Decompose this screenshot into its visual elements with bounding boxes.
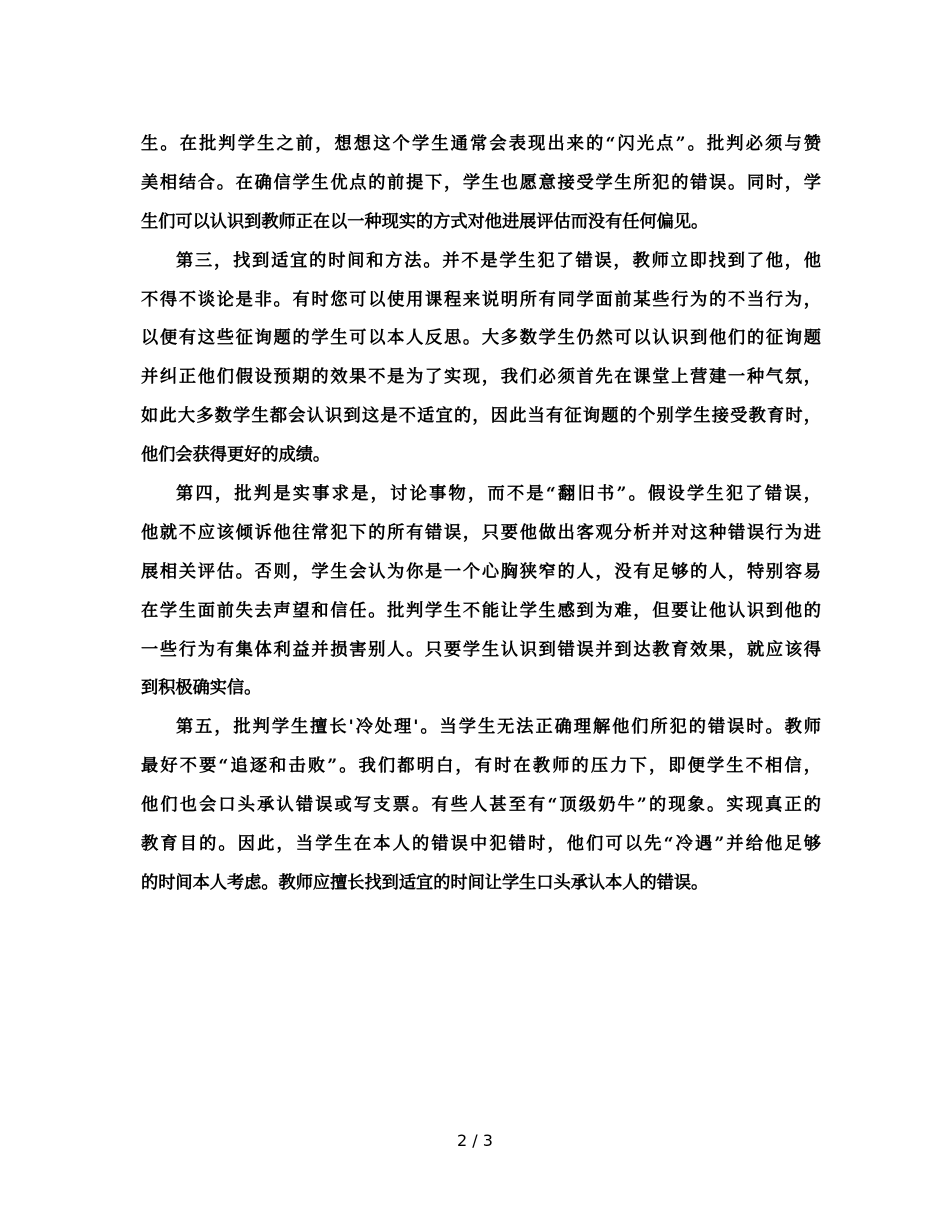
text-line: 最好不要“追逐和击败”。我们都明白，有时在教师的压力下，即便学生不相信，	[141, 756, 821, 777]
text-line: 教育目的。因此，当学生在本人的错误中犯错时，他们可以先“冷遇”并给他足够	[141, 834, 821, 855]
text-line: 他就不应该倾诉他往常犯下的所有错误，只要他做出客观分析并对这种错误行为进	[141, 522, 821, 543]
paragraph-fourth-point	[141, 475, 821, 708]
text-line: 生。在批判学生之前，想想这个学生通常会表现出来的“闪光点”。批判必须与赞	[141, 134, 821, 154]
text-line: 展相关评估。否则，学生会认为你是一个心胸狭窄的人，没有足够的人，特别容易	[141, 561, 821, 582]
text-line: 一些行为有集体利益并损害别人。只要学生认识到错误并到达教育效果，就应该得	[141, 639, 821, 660]
document-body	[141, 125, 821, 903]
page-number: 2 / 3	[457, 1131, 493, 1150]
text-line: 到积极确实信。	[141, 678, 262, 699]
text-line: 他们也会口头承认错误或写支票。有些人甚至有“顶级奶牛”的现象。实现真正的	[141, 795, 821, 816]
text-line: 并纠正他们假设预期的效果不是为了实现，我们必须首先在课堂上营建一种气氛，	[141, 367, 821, 388]
text-line: 他们会获得更好的成绩。	[141, 445, 331, 466]
text-line: 如此大多数学生都会认识到这是不适宜的，因此当有征询题的个别学生接受教育时，	[141, 406, 821, 427]
text-line: 第三，找到适宜的时间和方法。并不是学生犯了错误，教师立即找到了他，他	[176, 250, 821, 271]
text-line: 不得不谈论是非。有时您可以使用课程来说明所有同学面前某些行为的不当行为，	[141, 289, 821, 310]
text-line: 在学生面前失去声望和信任。批判学生不能让学生感到为难，但要让他认识到他的	[141, 600, 821, 621]
text-line: 以便有这些征询题的学生可以本人反思。大多数学生仍然可以认识到他们的征询题	[141, 328, 821, 349]
text-line: 第五，批判学生擅长'冷处理'。当学生无法正确理解他们所犯的错误时。教师	[176, 717, 821, 738]
paragraph-continuation	[141, 125, 821, 242]
text-line: 美相结合。在确信学生优点的前提下，学生也愿意接受学生所犯的错误。同时，学	[141, 172, 821, 193]
text-line: 生们可以认识到教师正在以一种现实的方式对他进展评估而没有任何偏见。	[141, 211, 709, 232]
paragraph-fifth-point	[141, 708, 821, 902]
paragraph-third-point	[141, 242, 821, 475]
text-line: 的时间本人考虑。教师应擅长找到适宜的时间让学生口头承认本人的错误。	[141, 872, 709, 893]
text-line: 第四，批判是实事求是，讨论事物，而不是“翻旧书”。假设学生犯了错误，	[176, 484, 821, 505]
